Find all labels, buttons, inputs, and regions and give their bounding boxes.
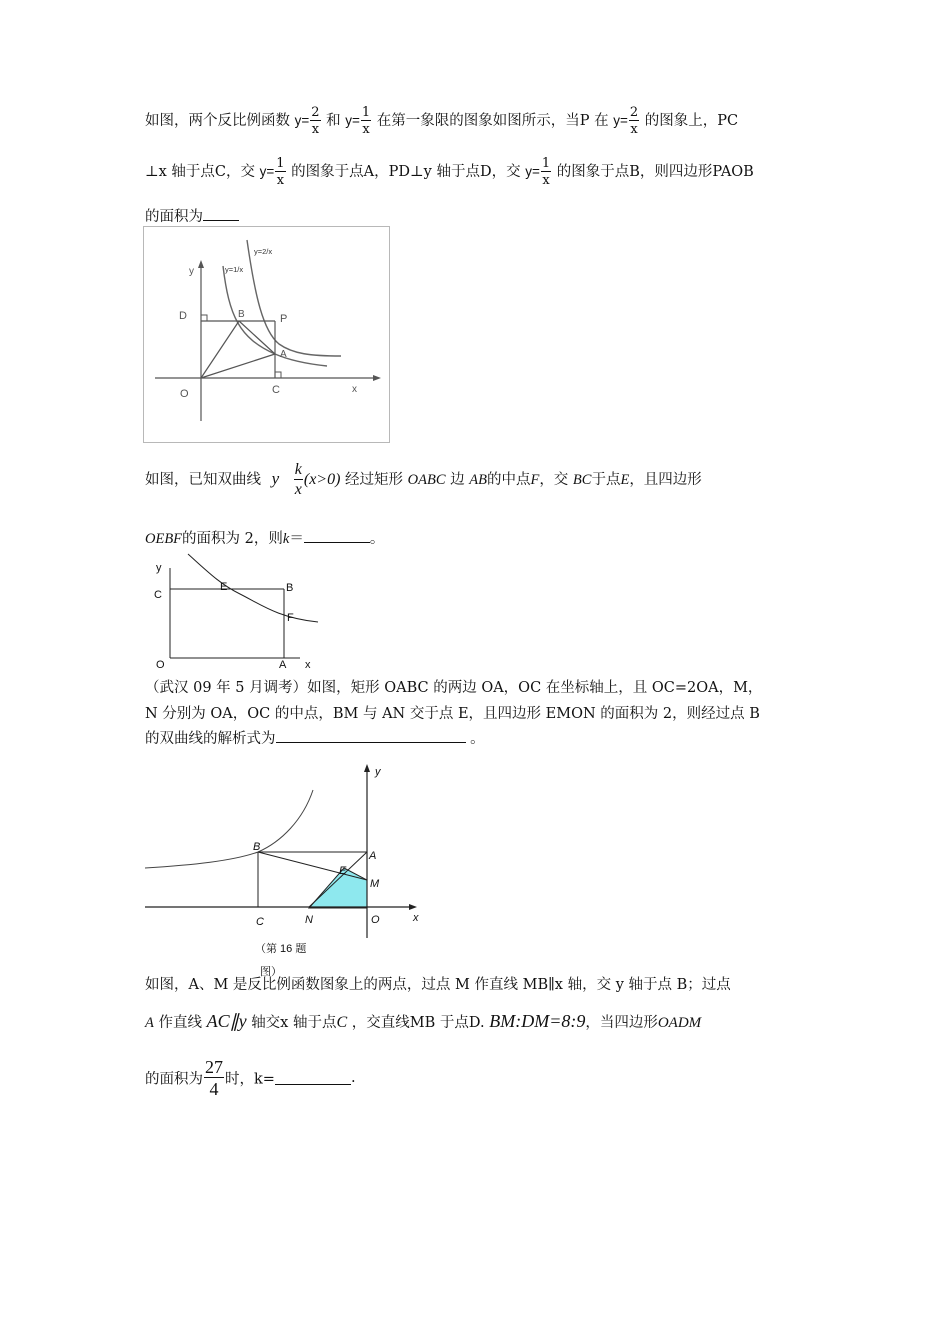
label-C: C	[272, 384, 280, 396]
curve-label-2: y=2/x	[254, 247, 273, 256]
fraction-27-over-4: $\frac{27}{4}$	[205, 1057, 223, 1099]
p4-line3: 的面积为 $\frac{27}{4}$ 时，k= .	[145, 1057, 356, 1099]
x-axis-arrow	[409, 904, 417, 910]
label-x: x	[305, 659, 311, 671]
figure-caption-line1: （第 16 题	[255, 943, 307, 955]
fraction-k-over-x: $\frac{k}{x}$	[294, 461, 302, 498]
label-y: y	[189, 266, 194, 277]
figure-caption-line2: 图）	[260, 966, 282, 978]
label-x: x	[352, 384, 357, 395]
p4-line2: A 作直线 AC∥y 轴交x 轴于点C ，交直线MB 于点D. BM:DM=8:9，当四边形OADM	[145, 1011, 702, 1031]
fraction-2-over-x: $\frac{2}{x}$	[629, 105, 639, 137]
p3-line3: 的双曲线的解析式为 。	[145, 731, 485, 747]
answer-blank	[276, 730, 466, 743]
label-C: C	[154, 589, 162, 601]
label-D: D	[179, 310, 187, 322]
label-E: E	[339, 865, 347, 877]
p2-line1: 如图，已知双曲线 y $\frac{k}{x}$ (x>0) 经过矩形 OABC 边 AB的中点F，交 BC于点E，且四边形	[145, 461, 702, 498]
p4-line1: 如图，A、M 是反比例函数图象上的两点，过点 M 作直线 MB∥x 轴，交 y 轴于点 B；过点	[145, 977, 731, 993]
label-x: x	[413, 912, 419, 924]
hyperbola	[188, 554, 318, 622]
p2-figure	[148, 552, 328, 674]
y-axis-arrow	[364, 764, 370, 772]
label-C: C	[256, 916, 264, 928]
p3-line2: N 分别为 OA，OC 的中点，BM 与 AN 交于点 E，且四边形 EMON 的面积为 2，则经过点 B	[145, 706, 760, 722]
label-E: E	[220, 581, 228, 593]
answer-blank	[203, 208, 239, 221]
label-P: P	[280, 313, 288, 325]
label-y: y	[375, 766, 381, 778]
label-F: F	[287, 612, 294, 624]
p1-figure	[143, 226, 391, 444]
label-A: A	[369, 850, 377, 862]
answer-blank	[304, 530, 370, 543]
curve-label-1: y=1/x	[225, 265, 244, 274]
label-O: O	[180, 388, 189, 400]
fraction-2-over-x: $\frac{2}{x}$	[311, 105, 320, 137]
fraction-1-over-x: $\frac{1}{x}$	[361, 105, 371, 137]
label-O: O	[156, 659, 165, 671]
shaded-region-EMON	[309, 868, 367, 908]
hyperbola	[145, 790, 313, 868]
answer-blank	[275, 1072, 351, 1085]
label-O: O	[371, 914, 380, 926]
figure-frame	[144, 227, 390, 443]
label-N: N	[305, 914, 313, 926]
p2-line2: OEBF的面积为 2，则k＝ 。	[145, 531, 385, 547]
p1-line2: ⊥x 轴于点C，交 y= $\frac{1}{x}$ 的图象于点A，PD⊥y 轴于点D，交 y= $\frac{1}{x}$ 的图象于点B，则四边形PAOB	[145, 156, 754, 188]
p1-line3: 的面积为	[145, 205, 239, 226]
label-B: B	[238, 309, 245, 320]
label-A: A	[280, 349, 287, 360]
segment-BM	[258, 852, 367, 880]
label-B: B	[286, 582, 294, 594]
label-y: y	[156, 562, 162, 574]
label-B: B	[253, 841, 261, 853]
p1-line1: 如图，两个反比例函数 y= $\frac{2}{x}$ 和 y= $\frac{1}{x}$ 在第一象限的图象如图所示，当P 在 y= $\frac{2}{x}$ 的图象上，PC	[145, 105, 739, 137]
p3-line1: （武汉 09 年 5 月调考）如图，矩形 OABC 的两边 OA，OC 在坐标轴上，且 OC=2OA，M，	[145, 680, 763, 696]
label-M: M	[370, 878, 380, 890]
p3-figure	[143, 760, 433, 980]
fraction-1-over-x: $\frac{1}{x}$	[541, 156, 551, 188]
fraction-1-over-x: $\frac{1}{x}$	[276, 156, 285, 188]
label-A: A	[279, 659, 287, 671]
